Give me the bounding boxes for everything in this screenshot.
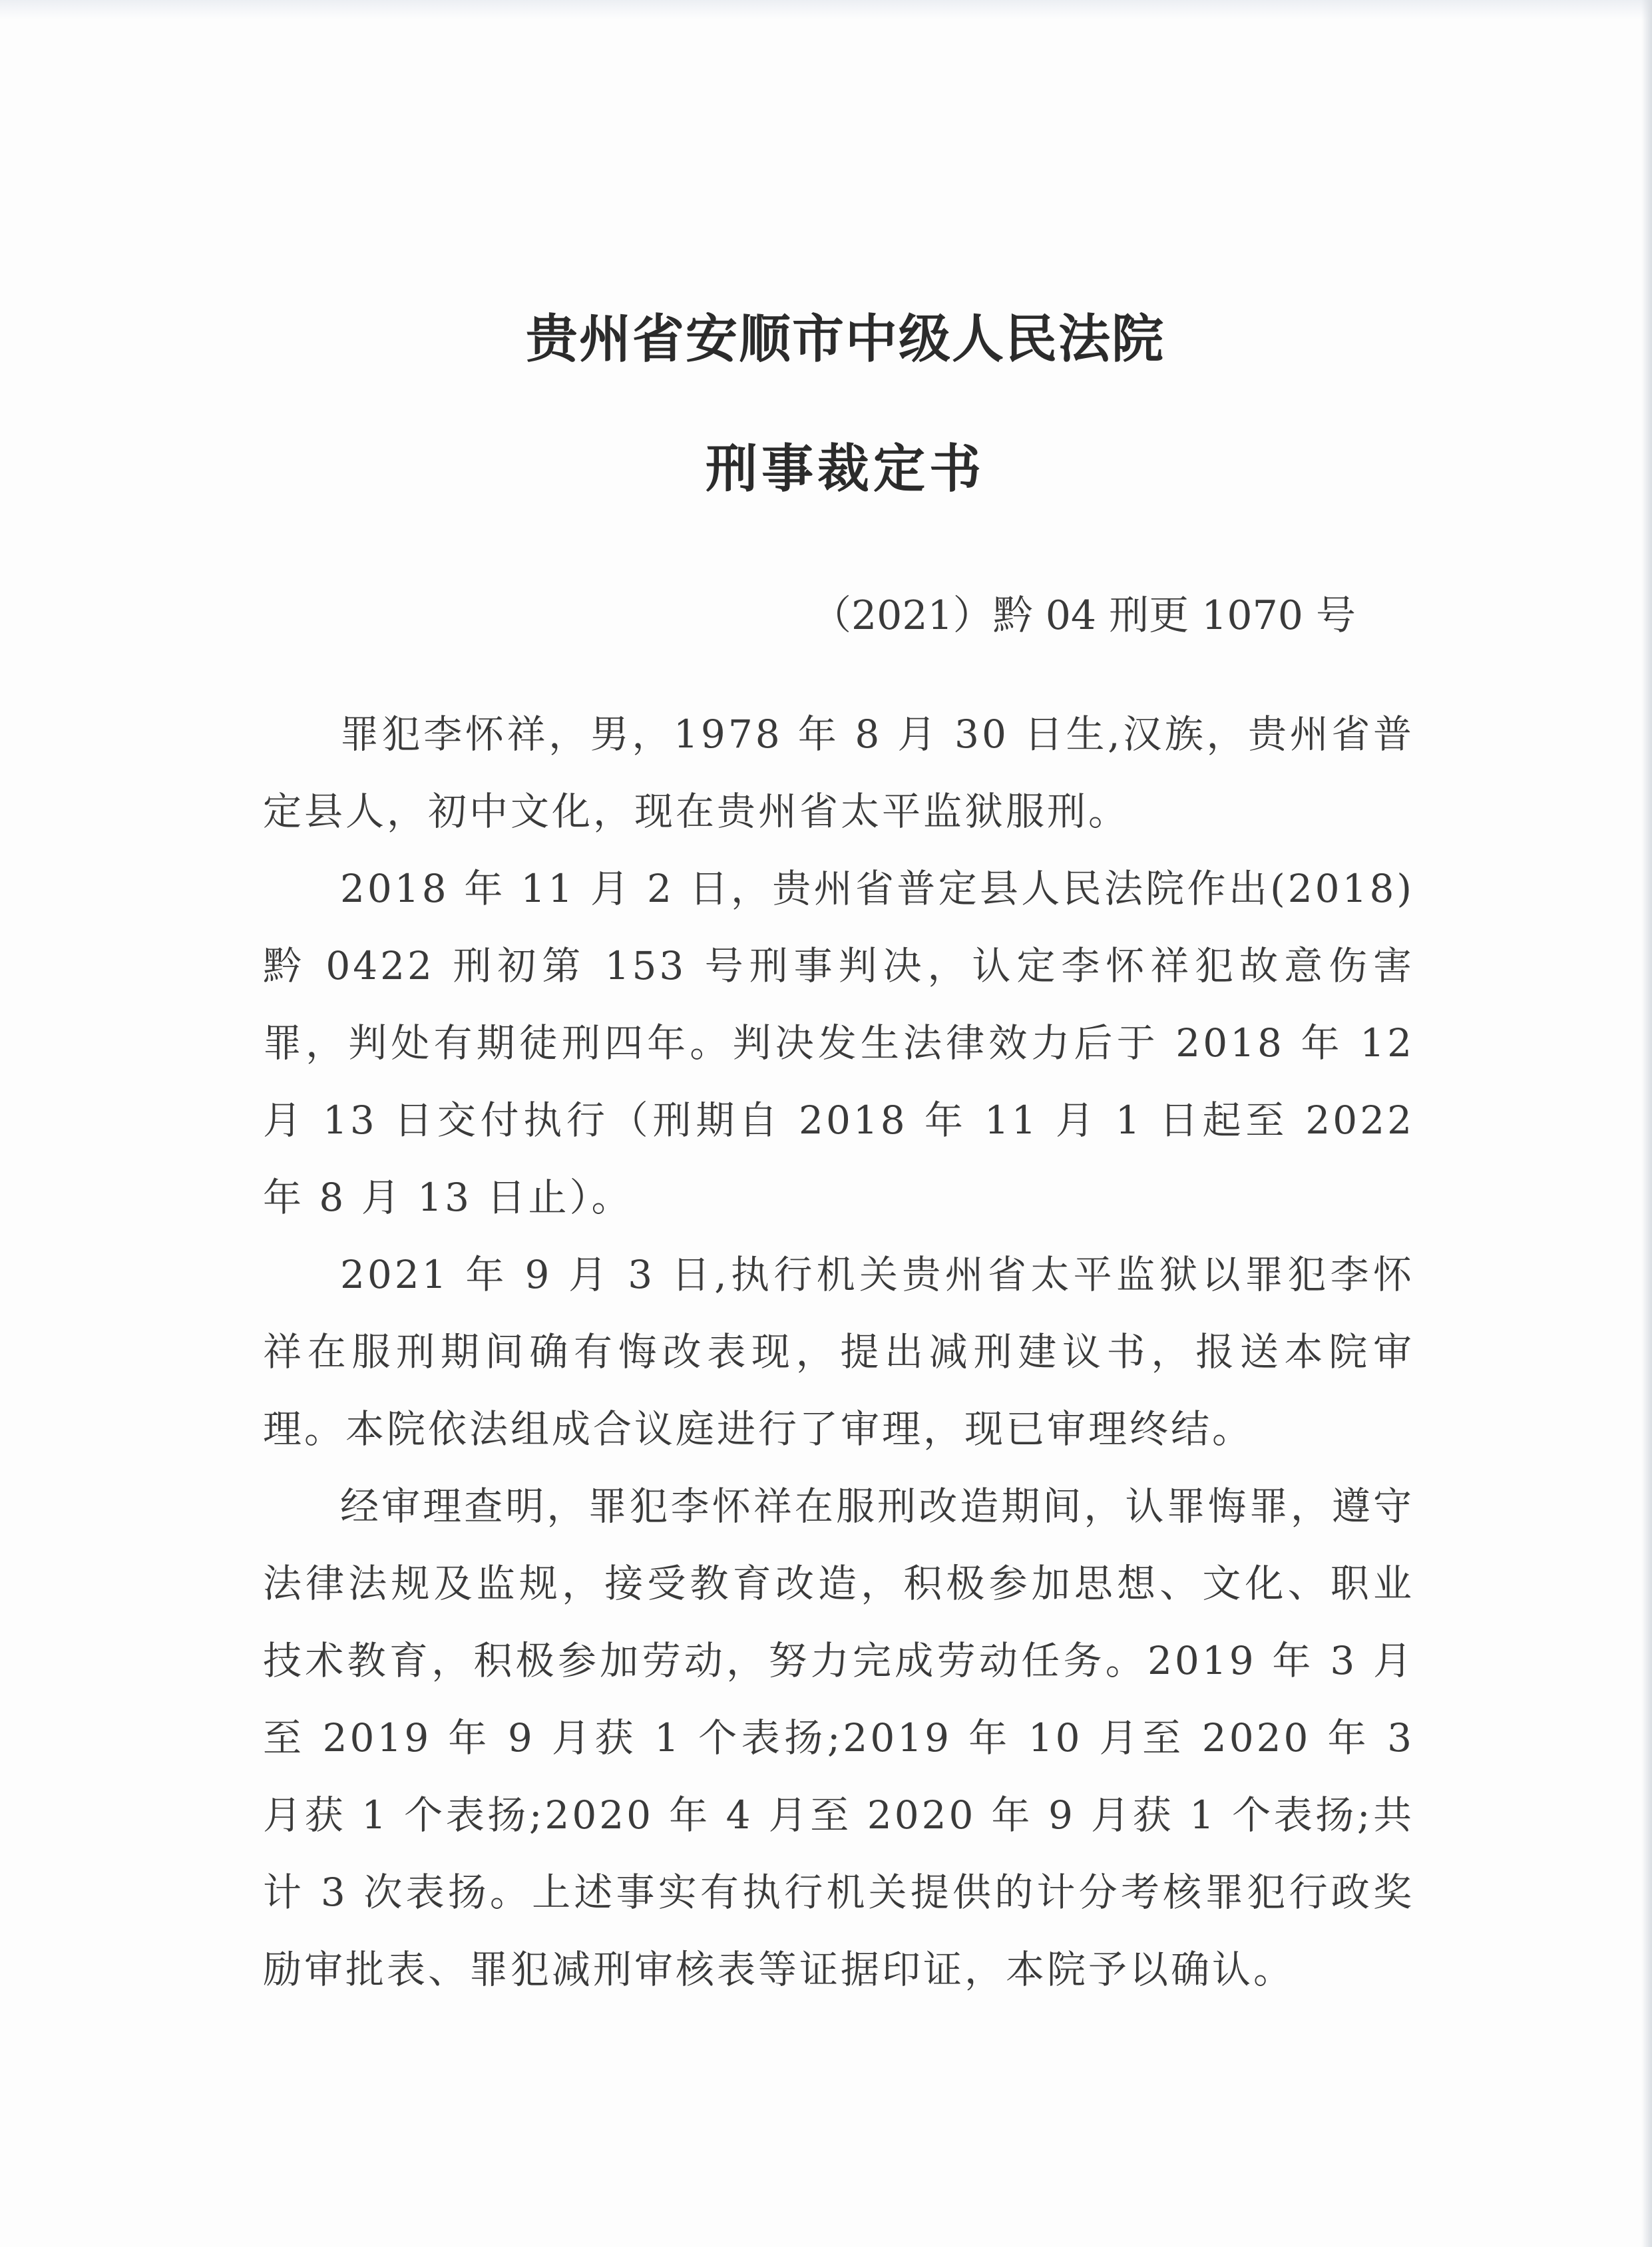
document-title: 刑事裁定书 xyxy=(705,439,985,499)
case-number: （2021）黔 04 刑更 1070 号 xyxy=(811,592,1356,639)
document-body xyxy=(263,696,1414,2008)
paragraph-defendant-info: 罪犯李怀祥，男，1978 年 8 月 30 日生,汉族，贵州省普定县人，初中文化，现在贵州省太平监狱服刑。 xyxy=(263,712,1414,834)
paragraph-findings: 经审理查明，罪犯李怀祥在服刑改造期间，认罪悔罪，遵守法律法规及监规，接受教育改造，积极参加思想、文化、职业技术教育，积极参加劳动，努力完成劳动任务。2019 年 3 月至 2019 年 9 月获 1 个表扬;2019 年 10 月至 2020 年 3 月获 1 个表扬;2020 年 4 月至 2020 年 9 月获 1 个表扬;共计 3 次表扬。上述事实有执行机关提供的计分考核罪犯行政奖励审批表、罪犯减刑审核表等证据印证，本院予以确认。 xyxy=(263,1484,1414,1992)
paragraph-original-judgment: 2018 年 11 月 2 日，贵州省普定县人民法院作出(2018)黔 0422 刑初第 153 号刑事判决，认定李怀祥犯故意伤害罪，判处有期徒刑四年。判决发生法律效力后于 2018 年 12 月 13 日交付执行（刑期自 2018 年 11 月 1 日起至 2022 年 8 月 13 日止）。 xyxy=(263,866,1414,1220)
court-name-heading: 贵州省安顺市中级人民法院 xyxy=(525,309,1165,369)
paragraph-commutation-proposal: 2021 年 9 月 3 日,执行机关贵州省太平监狱以罪犯李怀祥在服刑期间确有悔改表现，提出减刑建议书，报送本院审理。本院依法组成合议庭进行了审理，现已审理终结。 xyxy=(263,1252,1414,1452)
scan-edge-top xyxy=(0,0,1652,20)
